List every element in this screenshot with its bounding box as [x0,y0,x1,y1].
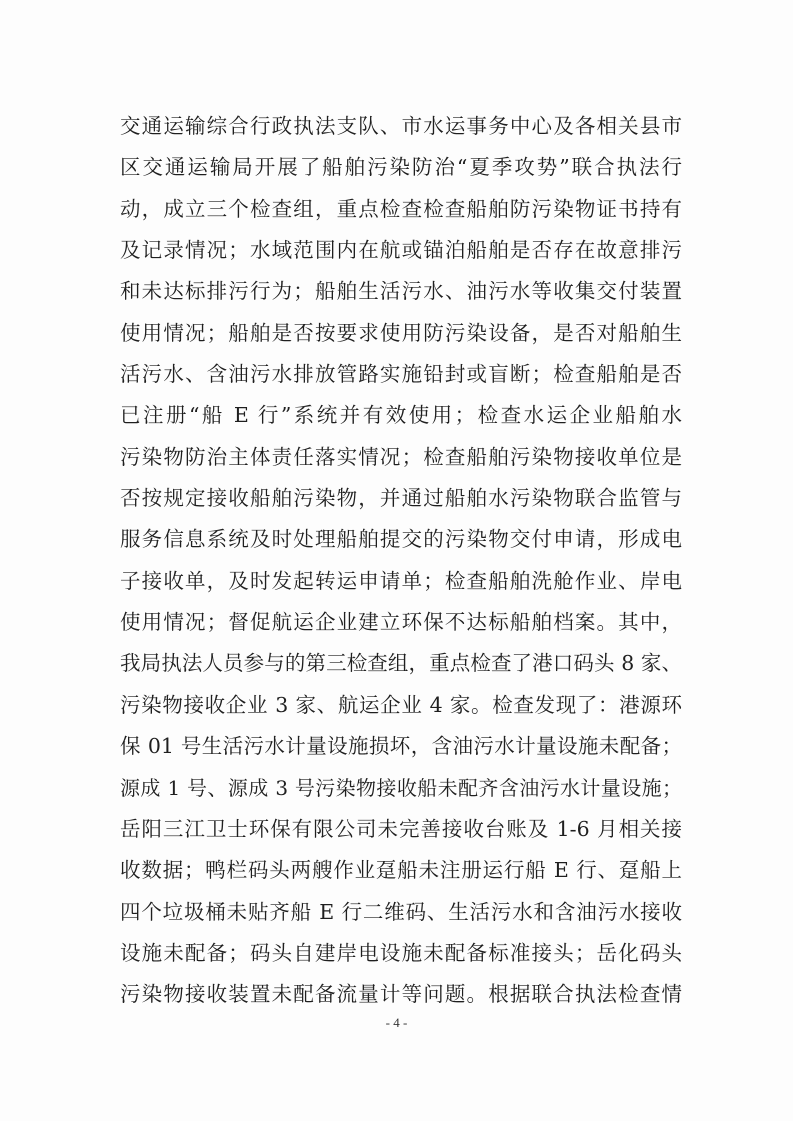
page-number: - 4 - [385,1015,408,1030]
text-line: 服务信息系统及时处理船舶提交的污染物交付申请，形成电 [120,527,682,552]
body-text [120,106,682,1016]
text-line: 设施未配备；码头自建岸电设施未配备标准接头；岳化码头 [120,940,682,965]
text-line: 使用情况；督促航运企业建立环保不达标船舶档案。其中， [120,610,682,635]
text-line: 和未达标排污行为；船舶生活污水、油污水等收集交付装置 [120,279,682,304]
text-line: 子接收单，及时发起转运申请单；检查船舶洗舱作业、岸电 [120,568,682,593]
text-line: 活污水、含油污水排放管路实施铅封或盲断；检查船舶是否 [120,362,682,387]
text-line: 及记录情况；水域范围内在航或锚泊船舶是否存在故意排污 [120,238,682,263]
text-line: 污染物接收装置未配备流量计等问题。根据联合执法检查情 [120,982,682,1007]
text-line: 已注册“船 E 行”系统并有效使用；检查水运企业船舶水 [120,403,682,428]
text-line: 使用情况；船舶是否按要求使用防污染设备，是否对船舶生 [120,320,682,345]
text-line: 动，成立三个检查组，重点检查检查船舶防污染物证书持有 [120,196,682,221]
text-line: 保 01 号生活污水计量设施损坏，含油污水计量设施未配备； [120,734,682,759]
text-line: 收数据；鸭栏码头两艘作业趸船未注册运行船 E 行、趸船上 [120,858,682,883]
text-line: 否按规定接收船舶污染物，并通过船舶水污染物联合监管与 [120,486,682,511]
text-line: 四个垃圾桶未贴齐船 E 行二维码、生活污水和含油污水接收 [120,899,682,924]
text-line: 岳阳三江卫士环保有限公司未完善接收台账及 1-6 月相关接 [120,816,682,841]
text-line: 污染物接收企业 3 家、航运企业 4 家。检查发现了：港源环 [120,692,682,717]
text-line: 污染物防治主体责任落实情况；检查船舶污染物接收单位是 [120,444,682,469]
text-line: 我局执法人员参与的第三检查组，重点检查了港口码头 8 家、 [120,651,682,676]
text-line: 区交通运输局开展了船舶污染防治“夏季攻势”联合执法行 [120,155,682,180]
text-line: 交通运输综合行政执法支队、市水运事务中心及各相关县市 [120,114,682,138]
text-line: 源成 1 号、源成 3 号污染物接收船未配齐含油污水计量设施； [120,775,682,800]
